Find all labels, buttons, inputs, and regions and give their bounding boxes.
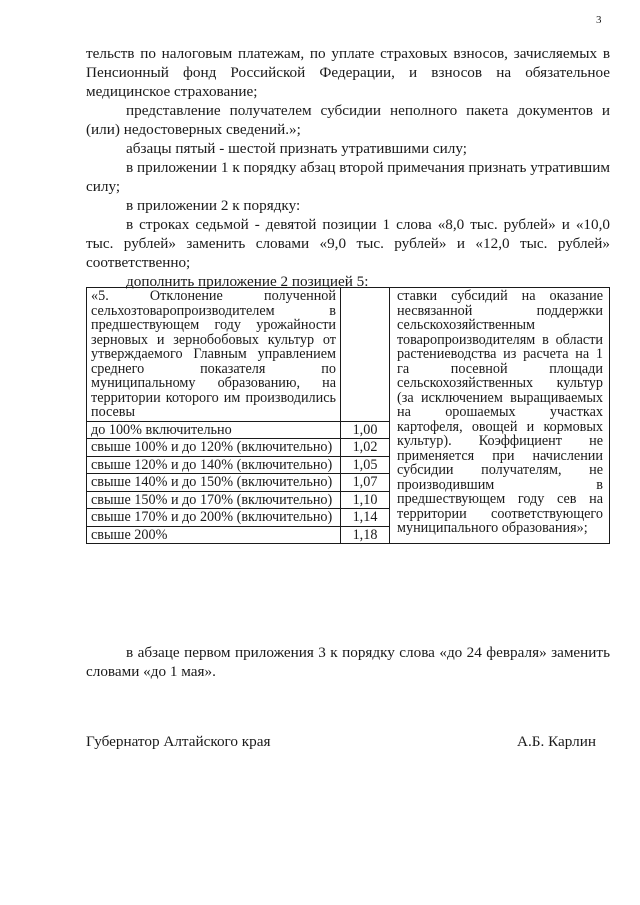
signatory-position: Губернатор Алтайского края (86, 733, 271, 750)
paragraph: дополнить приложение 2 позицией 5: (126, 273, 369, 290)
table-row (87, 288, 610, 422)
paragraph: в приложении 2 к порядку: (126, 197, 301, 214)
condition-cell: свыше 150% и до 170% (включительно) (87, 491, 341, 509)
table-header-cell: «5. Отклонение полученной сельхозтоваропроизводителем в предшествующем году урожайности зерновых и зернобобовых культур от утверждаемого Главным управлением среднего показателя по муниципальному образованию, на территории которого им производились посевы (87, 288, 341, 422)
subsidy-coefficient-table (86, 287, 610, 544)
paragraph: абзацы пятый - шестой признать утратившими силу; (126, 140, 467, 157)
signature-block (86, 733, 596, 751)
coefficient-cell: 1,10 (341, 491, 390, 509)
coefficient-cell: 1,18 (341, 526, 390, 544)
coefficient-cell: 1,02 (341, 439, 390, 457)
signatory-name: А.Б. Карлин (517, 733, 596, 750)
condition-cell: свыше 120% и до 140% (включительно) (87, 456, 341, 474)
paragraph: в абзаце первом приложения 3 к порядку слова «до 24 февраля» заменить словами «до 1 мая». (86, 644, 610, 680)
paragraph: в приложении 1 к порядку абзац второй примечания признать утратившим силу; (86, 159, 610, 195)
condition-cell: свыше 140% и до 150% (включительно) (87, 474, 341, 492)
paragraph: представление получателем субсидии неполного пакета документов и (или) недостоверных сведений.»; (86, 102, 610, 138)
paragraph: в строках седьмой - девятой позиции 1 слова «8,0 тыс. рублей» и «10,0 тыс. рублей» заменить словами «9,0 тыс. рублей» и «12,0 тыс. рублей» соответственно; (86, 216, 610, 271)
table-note-cell: ставки субсидий на оказание несвязанной поддержки сельскохозяйственным товаропроизводителям в области растениеводства из расчета на 1 га посевной площади сельскохозяйственных культур (за исключением выращиваемых на орошаемых участках картофеля, овощей и кормовых культур). Коэффициент не применяется при начислении субсидии получателям, не производившим в предшествующем году сев на территории соответствующего муниципального образования»; (390, 288, 610, 544)
table-header-empty-cell (341, 288, 390, 422)
condition-cell: до 100% включительно (87, 421, 341, 439)
coefficient-cell: 1,00 (341, 421, 390, 439)
page-number: 3 (596, 14, 602, 26)
coefficient-cell: 1,05 (341, 456, 390, 474)
coefficient-cell: 1,07 (341, 474, 390, 492)
closing-text (86, 643, 610, 681)
body-text (86, 44, 610, 291)
paragraph: тельств по налоговым платежам, по уплате страховых взносов, зачисляемых в Пенсионный фонд Российской Федерации, и взносов на обязательное медицинское страхование; (86, 45, 610, 100)
condition-cell: свыше 200% (87, 526, 341, 544)
condition-cell: свыше 100% и до 120% (включительно) (87, 439, 341, 457)
condition-cell: свыше 170% и до 200% (включительно) (87, 509, 341, 527)
coefficient-cell: 1,14 (341, 509, 390, 527)
